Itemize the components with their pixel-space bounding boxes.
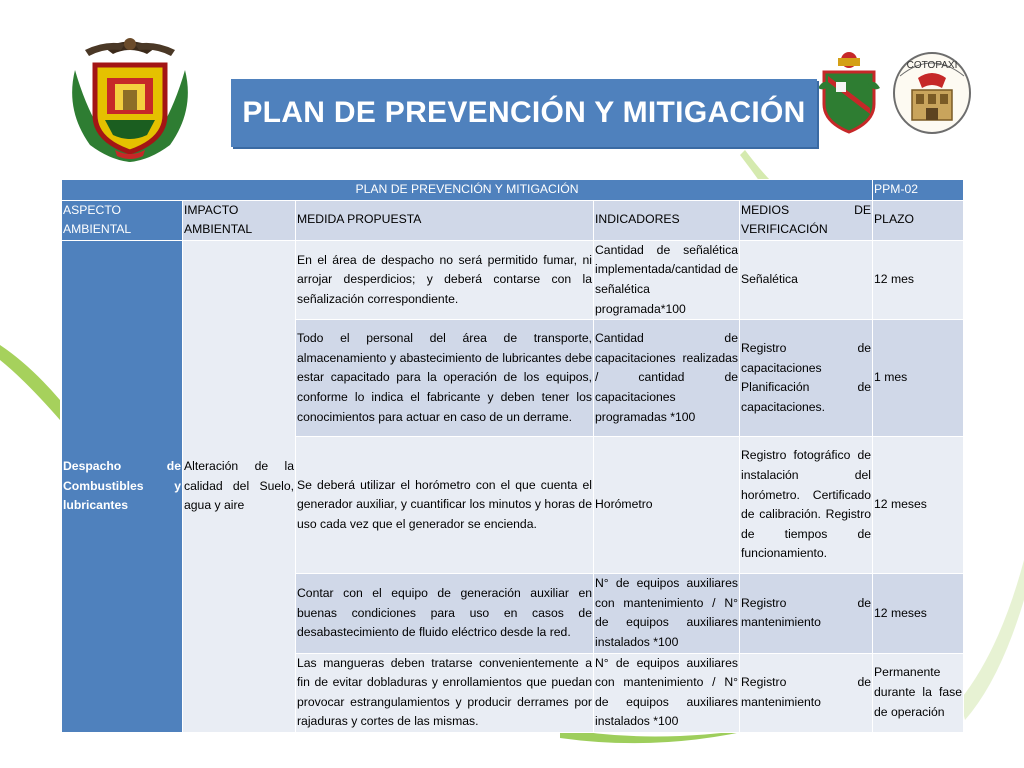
measure-cell: Contar con el equipo de generación auxiliar en buenas condiciones para uso en casos de desabastecimiento de fluido eléctrico desde la red. — [296, 574, 594, 653]
indicator-cell: Horómetro — [594, 437, 740, 574]
table-code: PPM-02 — [873, 180, 964, 201]
table-header-row — [62, 200, 964, 240]
verification-cell: Registro de capacitaciones Planificación de capacitaciones. — [740, 320, 873, 437]
indicator-cell: N° de equipos auxiliares con mantenimiento / N° de equipos auxiliares instalados *100 — [594, 653, 740, 732]
table-row — [62, 240, 964, 319]
column-header-impact: IMPACTO AMBIENTAL — [183, 200, 296, 240]
verification-cell: Registro fotográfico de instalación del horómetro. Certificado de calibración. Registro de tiempos de funcionamiento. — [740, 437, 873, 574]
column-header-term: PLAZO — [873, 200, 964, 240]
column-header-indicators: INDICADORES — [594, 200, 740, 240]
page-title: PLAN DE PREVENCIÓN Y MITIGACIÓN — [242, 96, 806, 129]
page-title-banner — [231, 79, 817, 147]
measure-cell: Las mangueras deben tratarse convenientemente a fin de evitar dobladuras y enrollamientos que puedan provocar estrangulamientos y producir derrames por rajaduras y cortes de las mismas. — [296, 653, 594, 732]
term-cell: 1 mes — [873, 320, 964, 437]
measure-cell: En el área de despacho no será permitido fumar, ni arrojar desperdicios; y deberá contarse con la señalización correspondiente. — [296, 240, 594, 319]
column-header-measure: MEDIDA PROPUESTA — [296, 200, 594, 240]
indicator-cell: Cantidad de señalética implementada/cantidad de señalética programada*100 — [594, 240, 740, 319]
indicator-cell: Cantidad de capacitaciones realizadas / cantidad de capacitaciones programadas *100 — [594, 320, 740, 437]
measure-cell: Todo el personal del área de transporte, almacenamiento y abastecimiento de lubricantes debe estar capacitado para la operación de los equipos, conforme lo indica el fabricante y deben tener los conocimientos para actuar en caso de un derrame. — [296, 320, 594, 437]
cotopaxi-emblem-icon — [890, 48, 974, 138]
table-title: PLAN DE PREVENCIÓN Y MITIGACIÓN — [62, 180, 873, 201]
term-cell: 12 mes — [873, 240, 964, 319]
term-cell: 12 meses — [873, 574, 964, 653]
column-header-verification: MEDIOS DE VERIFICACIÓN — [740, 200, 873, 240]
indicator-cell: N° de equipos auxiliares con mantenimiento / N° de equipos auxiliares instalados *100 — [594, 574, 740, 653]
prevention-plan-table — [61, 179, 964, 733]
verification-cell: Registro de mantenimiento — [740, 574, 873, 653]
term-cell: 12 meses — [873, 437, 964, 574]
municipal-shield-logo — [818, 48, 880, 134]
verification-cell: Registro de mantenimiento — [740, 653, 873, 732]
cotopaxi-logo-text: COTOPAXI — [906, 60, 958, 71]
aspect-cell: Despacho de Combustibles y lubricantes — [62, 240, 183, 732]
cotopaxi-logo — [890, 48, 974, 138]
impact-cell: Alteración de la calidad del Suelo, agua y aire — [183, 240, 296, 732]
column-header-aspect: ASPECTO AMBIENTAL — [62, 200, 183, 240]
coat-of-arms-logo — [55, 30, 205, 165]
table-title-row — [62, 180, 964, 201]
term-cell: Permanente durante la fase de operación — [873, 653, 964, 732]
measure-cell: Se deberá utilizar el horómetro con el que cuenta el generador auxiliar, y cuantificar los minutos y horas de uso cada vez que el generador se encienda. — [296, 437, 594, 574]
verification-cell: Señalética — [740, 240, 873, 319]
